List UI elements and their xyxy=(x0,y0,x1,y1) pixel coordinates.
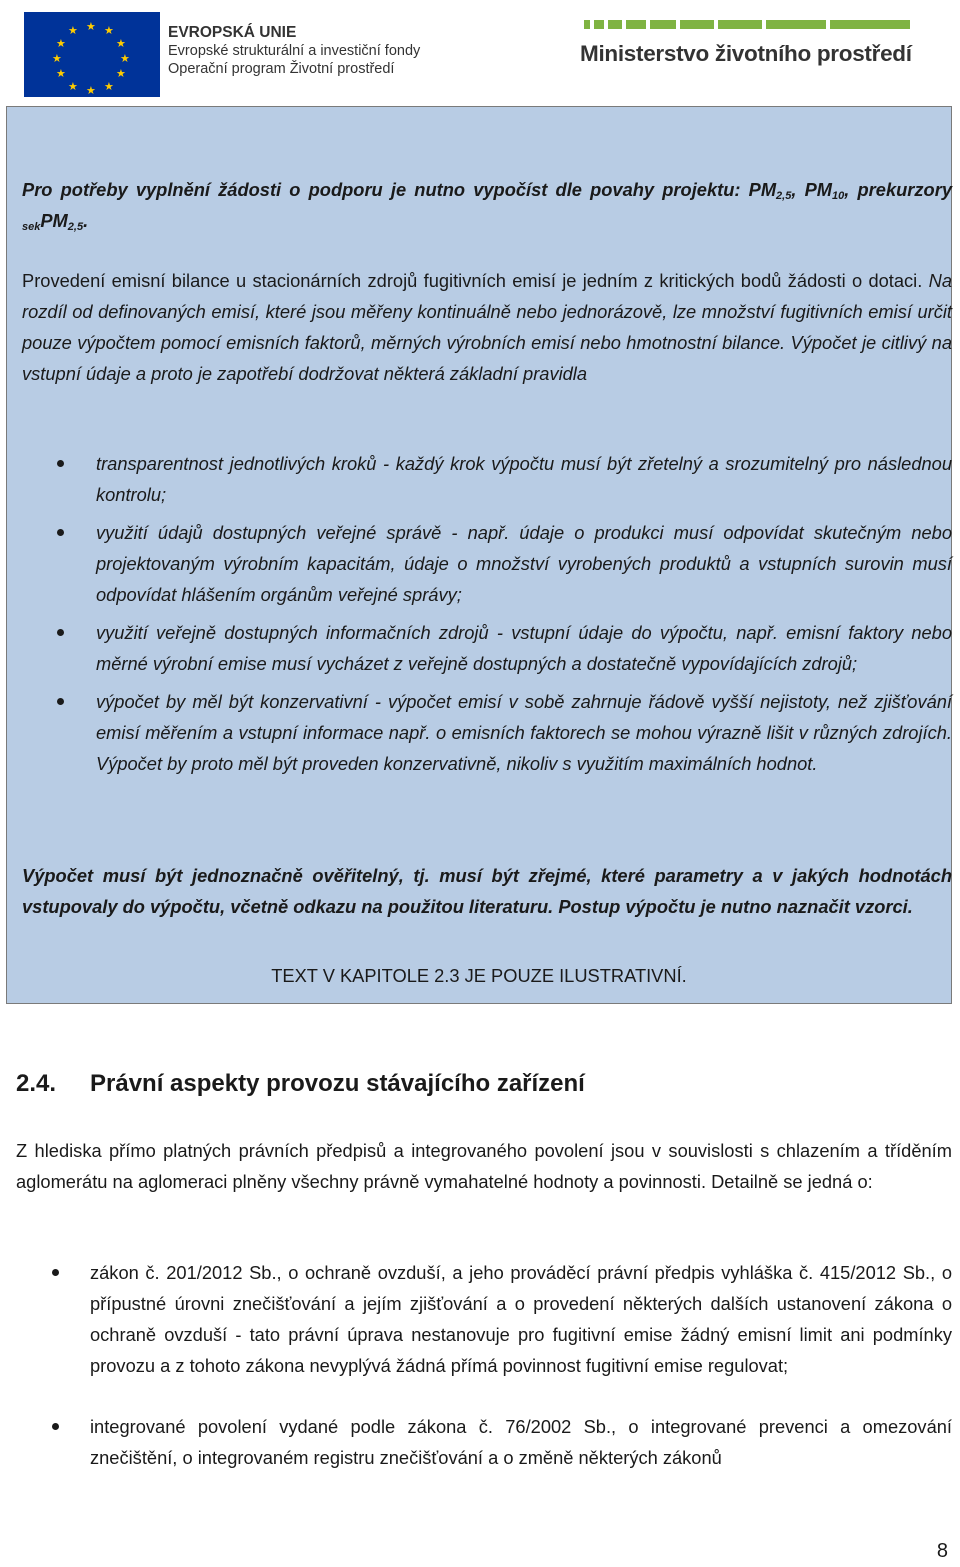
section-paragraph: Z hlediska přímo platných právních předpisů a integrovaného povolení jsou v souvislosti s chlazením a tříděním aglomerátu na aglomeraci plněny všechny právně vymahatelné hodnoty a povinnosti. Detailně se jedná o: xyxy=(16,1140,952,1192)
emission-balance-paragraph: Provedení emisní bilance u stacionárních zdrojů fugitivních emisí je jedním z kritických bodů žádosti o dotaci. Na rozdíl od definovaných emisí, které jsou měřeny kontinuálně nebo jednorázově, lze množství fugitivních emisí určit pouze výpočtem pomocí emisních faktorů, měrných výrobních emisí nebo hmotnostní bilance. Výpočet je citlivý na vstupní údaje a proto je zapotřebí dodržovat některá základní pravidla xyxy=(22,270,952,384)
section-heading xyxy=(16,1070,585,1098)
bullet-icon xyxy=(52,1423,59,1430)
list-item: transparentnost jednotlivých kroků - každý krok výpočtu musí být zřetelný a srozumitelný pro následnou kontrolu; xyxy=(22,448,952,510)
list-item: využití údajů dostupných veřejné správě - např. údaje o produkci musí odpovídat skutečným nebo projektovaným výrobním kapacitám, údaje o množství vyrobených produktů a vstupních surovin musí odpovídat hlášením orgánům veřejné správy; xyxy=(22,517,952,610)
ministry-logo-bars xyxy=(584,20,940,29)
list-item: využití veřejně dostupných informačních zdrojů - vstupní údaje do výpočtu, např. emisní faktory nebo měrné výrobní emise musí vycházet z veřejně dostupných a dostatečně vypovídajících zdrojů; xyxy=(22,617,952,679)
bullet-icon xyxy=(52,1269,59,1276)
intro-paragraph: Pro potřeby vyplnění žádosti o podporu je nutno vypočíst dle povahy projektu: $PM_{2,5}$, $PM_{10}$, prekurzory $_{sek}PM_{2,5}$. xyxy=(22,179,952,233)
list-item: integrované povolení vydané podle zákona č. 76/2002 Sb., o integrované prevenci a omezování znečištění, o integrovaném registru znečišťování a o změně některých zákonů xyxy=(16,1411,952,1473)
illustrative-notice: TEXT V KAPITOLE 2.3 JE POUZE ILUSTRATIVNÍ. xyxy=(271,965,687,986)
eu-logo-text xyxy=(168,24,420,78)
bullet-icon xyxy=(57,529,64,536)
rules-list xyxy=(22,448,952,779)
bullet-icon xyxy=(57,629,64,636)
ministry-name: Ministerstvo životního prostředí xyxy=(580,41,912,66)
info-box xyxy=(6,106,952,1004)
section-title: Právní aspekty provozu stávajícího zařízení xyxy=(90,1070,585,1097)
list-item: výpočet by měl být konzervativní - výpočet emisí v sobě zahrnuje řádově vyšší nejistoty, než zjišťování emisí měřením a vstupní informace např. o emisních faktorech se mohou výrazně lišit v různých zdrojích. Výpočet by proto měl být proveden konzervativně, nikoliv s využitím maximálních hodnot. xyxy=(22,686,952,779)
bullet-icon xyxy=(57,460,64,467)
page-number: 8 xyxy=(936,1540,948,1562)
list-item: zákon č. 201/2012 Sb., o ochraně ovzduší, a jeho prováděcí právní předpis vyhláška č. 415/2012 Sb., o přípustné úrovni znečišťování a jejím zjišťování a o provedení některých dalších ustanovení zákona o ochraně ovzduší - tato právní úprava nestanovuje pro fugitivní emise žádný emisní limit ani podmínky provozu a z tohoto zákona nevyplývá žádná přímá povinnost fugitivní emise regulovat; xyxy=(16,1257,952,1381)
section-number: 2.4. xyxy=(16,1070,57,1097)
bullet-icon xyxy=(57,698,64,705)
eu-subtitle-funds: Evropské strukturální a investiční fondy xyxy=(168,43,421,59)
ministry-logo xyxy=(580,20,940,67)
legal-list xyxy=(16,1257,952,1473)
eu-flag-logo: ★ ★ ★ ★ ★ ★ ★ ★ ★ ★ ★ ★ xyxy=(24,12,160,97)
eu-title: EVROPSKÁ UNIE xyxy=(168,24,297,41)
closing-paragraph: Výpočet musí být jednoznačně ověřitelný, tj. musí být zřejmé, které parametry a v jakých hodnotách vstupovaly do výpočtu, včetně odkazu na použitou literaturu. Postup výpočtu je nutno naznačit vzorci. xyxy=(22,865,952,917)
eu-subtitle-program: Operační program Životní prostředí xyxy=(168,61,395,77)
